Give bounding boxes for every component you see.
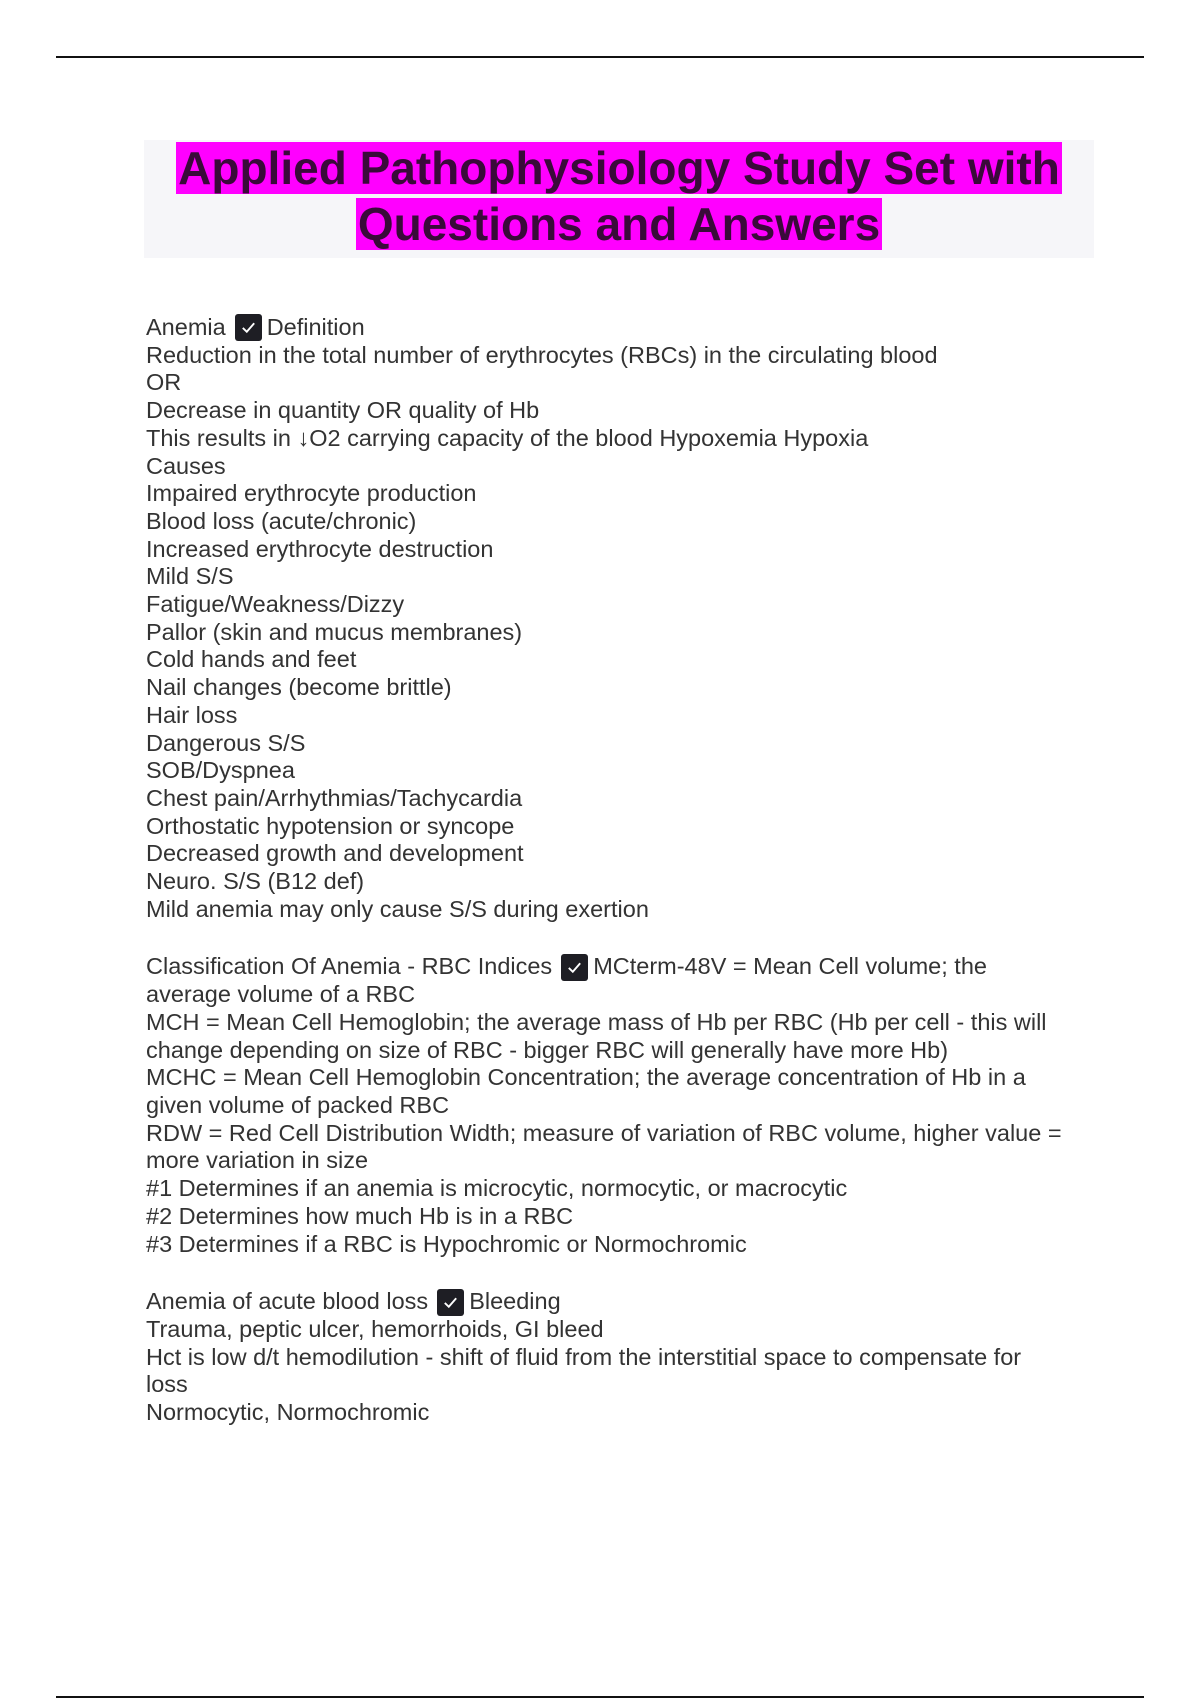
answer-line: Mild anemia may only cause S/S during exertion <box>146 895 649 922</box>
qa-card-header <box>146 1288 1096 1316</box>
answer-line: Dangerous S/S <box>146 729 306 756</box>
answer-first-line: Definition <box>266 314 365 340</box>
document-body <box>146 314 1096 1457</box>
answer-line: OR <box>146 369 182 396</box>
answer-line: Normocytic, Normochromic <box>146 1399 430 1426</box>
qa-card <box>146 314 1096 923</box>
answer-line: loss <box>146 1371 188 1398</box>
qa-card-header <box>146 314 1096 342</box>
answer-line: Impaired erythrocyte production <box>146 480 477 507</box>
answer-line: Chest pain/Arrhythmias/Tachycardia <box>146 784 523 811</box>
qa-card-header <box>146 953 1096 981</box>
answer-line: Reduction in the total number of erythrocytes (RBCs) in the circulating blood <box>146 341 938 368</box>
answer-line: Neuro. S/S (B12 def) <box>146 868 365 895</box>
answer-line: Cold hands and feet <box>146 646 357 673</box>
answer-line: more variation in size <box>146 1147 369 1174</box>
title-line-2: Questions and Answers <box>357 198 881 250</box>
term: Anemia <box>146 314 226 340</box>
answer-line: Decrease in quantity OR quality of Hb <box>146 397 540 424</box>
answer-line: average volume of a RBC <box>146 981 416 1008</box>
answer-line: #2 Determines how much Hb is in a RBC <box>146 1202 574 1229</box>
answer-line: Increased erythrocyte destruction <box>146 535 494 562</box>
term: Anemia of acute blood loss <box>146 1288 429 1315</box>
answer-line: Fatigue/Weakness/Dizzy <box>146 591 405 618</box>
title-line-1: Applied Pathophysiology Study Set with <box>178 142 1060 194</box>
qa-card <box>146 953 1096 1258</box>
checkmark-icon <box>437 1289 464 1316</box>
answer-line: Hair loss <box>146 701 238 728</box>
answer-line: Blood loss (acute/chronic) <box>146 507 417 534</box>
answer-line: Causes <box>146 452 226 479</box>
answer-line: Nail changes (become brittle) <box>146 674 452 701</box>
checkmark-icon <box>235 314 262 341</box>
answer-line: Hct is low d/t hemodilution - shift of fluid from the interstitial space to compensate for <box>146 1343 1022 1370</box>
answer-first-line: Bleeding <box>469 1288 561 1315</box>
answer-line: Pallor (skin and mucus membranes) <box>146 618 523 645</box>
answer-line: Mild S/S <box>146 563 234 590</box>
title-banner <box>144 140 1094 258</box>
answer-line: Orthostatic hypotension or syncope <box>146 812 515 839</box>
qa-card <box>146 1288 1096 1427</box>
answer-line: #3 Determines if a RBC is Hypochromic or Normochromic <box>146 1230 747 1257</box>
answer-line: RDW = Red Cell Distribution Width; measure of variation of RBC volume, higher value = <box>146 1119 1062 1146</box>
answer-line: given volume of packed RBC <box>146 1091 450 1118</box>
document-title <box>144 140 1094 252</box>
top-rule <box>56 56 1144 58</box>
checkmark-icon <box>561 954 588 981</box>
answer-line: change depending on size of RBC - bigger RBC will generally have more Hb) <box>146 1036 949 1063</box>
term: Classification Of Anemia - RBC Indices <box>146 953 553 980</box>
answer-first-line: MCterm-48V = Mean Cell volume; the <box>593 953 987 980</box>
bottom-rule <box>56 1696 1144 1698</box>
answer-line: MCHC = Mean Cell Hemoglobin Concentration; the average concentration of Hb in a <box>146 1064 1026 1091</box>
answer-line: This results in ↓O2 carrying capacity of the blood Hypoxemia Hypoxia <box>146 424 869 451</box>
answer-line: Trauma, peptic ulcer, hemorrhoids, GI bleed <box>146 1315 604 1342</box>
answer-line: #1 Determines if an anemia is microcytic, normocytic, or macrocytic <box>146 1175 848 1202</box>
answer-line: Decreased growth and development <box>146 840 524 867</box>
answer-line: MCH = Mean Cell Hemoglobin; the average mass of Hb per RBC (Hb per cell - this will <box>146 1008 1047 1035</box>
answer-line: SOB/Dyspnea <box>146 757 295 784</box>
